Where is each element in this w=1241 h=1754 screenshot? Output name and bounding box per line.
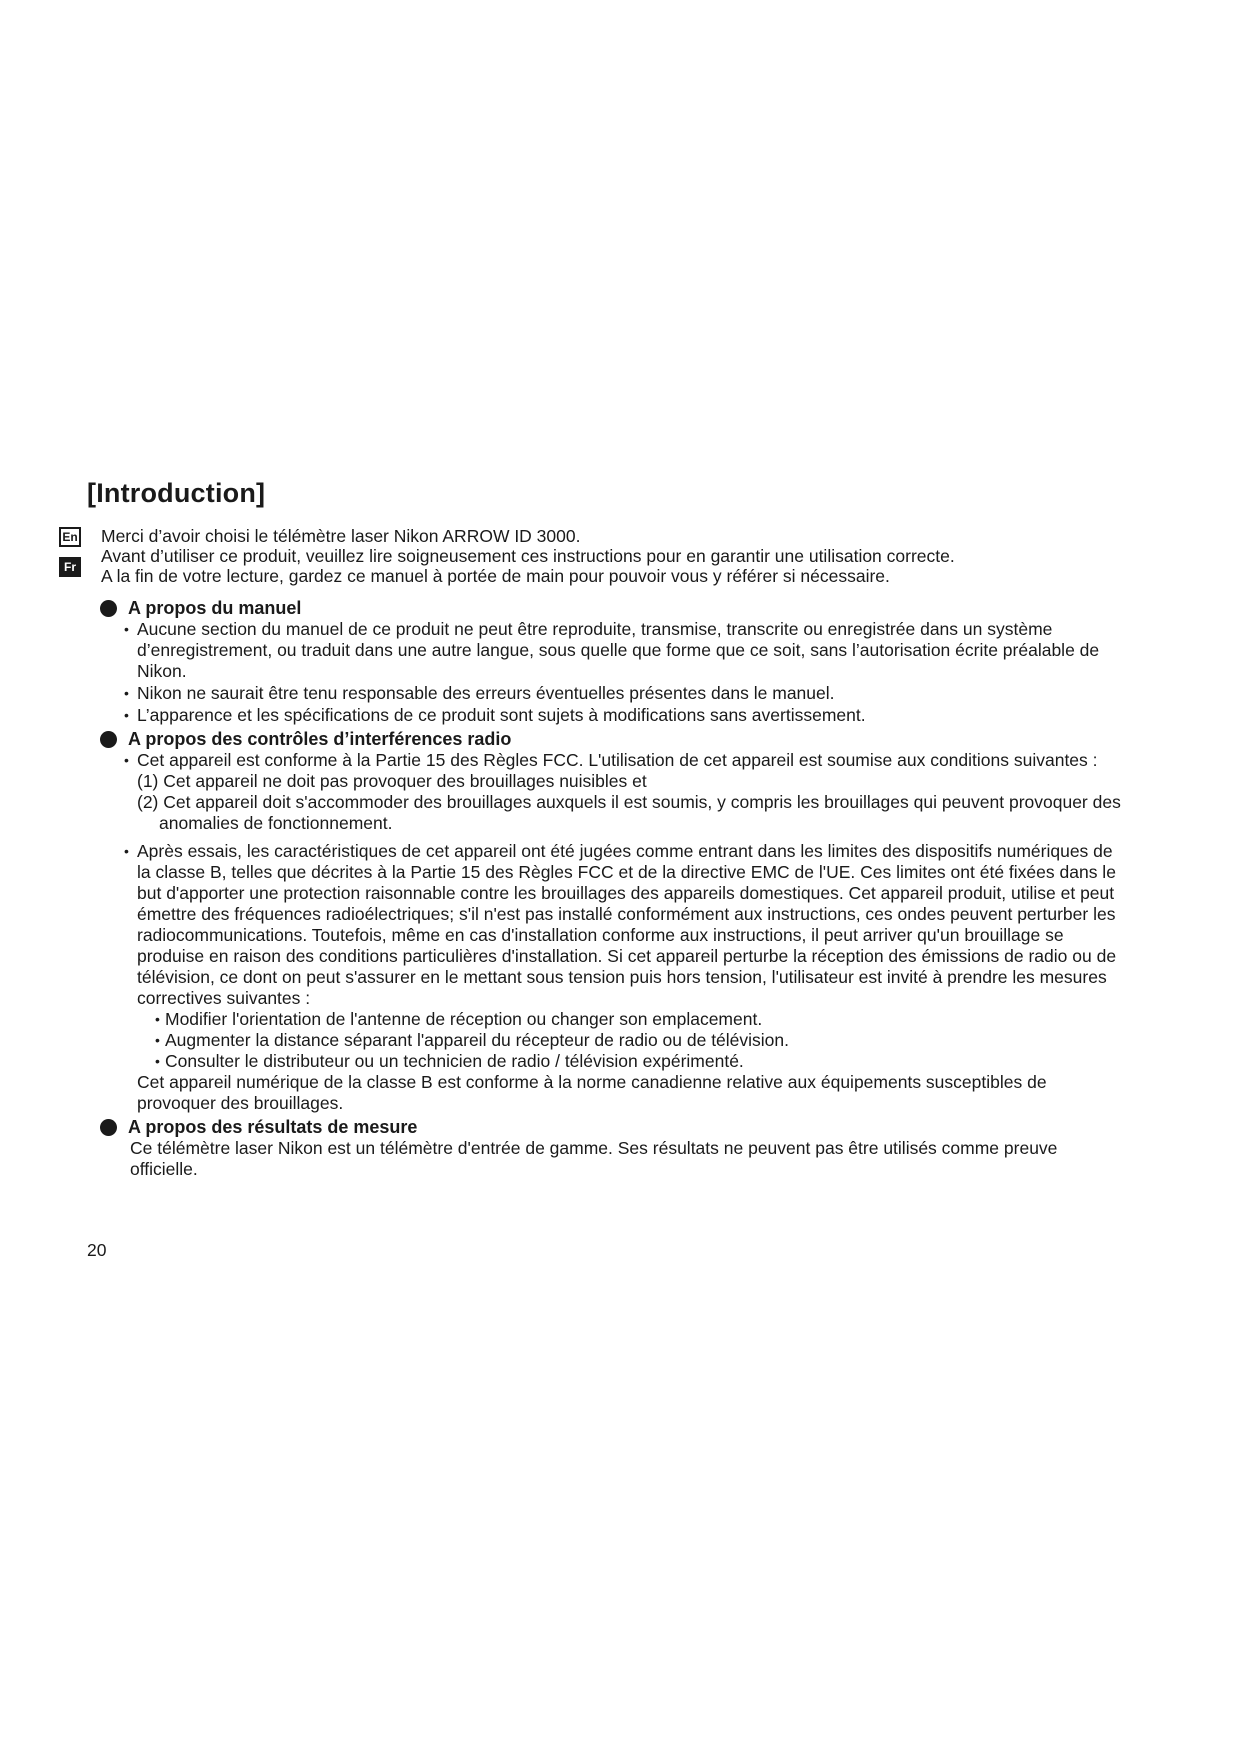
list-item: • L’apparence et les spécifications de ce produit sont sujets à modifications sans avertissement. bbox=[124, 705, 1130, 726]
condition-item: (1) Cet appareil ne doit pas provoquer des brouillages nuisibles et bbox=[137, 771, 647, 791]
bullet-dot-icon bbox=[100, 600, 117, 617]
page-title: [Introduction] bbox=[87, 478, 266, 508]
measure-item: • Modifier l'orientation de l'antenne de réception ou changer son emplacement. bbox=[155, 1009, 1130, 1030]
section-results bbox=[100, 1117, 1130, 1180]
section-manual bbox=[100, 598, 1130, 726]
section-heading bbox=[100, 729, 1130, 750]
list-item: • Aucune section du manuel de ce produit ne peut être reproduite, transmise, transcrite ou enregistrée dans un système d’enregistrement, ou traduit dans une autre langue, sous quelle que forme que ce soit, sans l’autorisation écrite préalable de Nikon. bbox=[124, 619, 1130, 682]
section-radio bbox=[100, 729, 1130, 1114]
list-item bbox=[124, 841, 1130, 1114]
section-title: A propos des contrôles d’interférences radio bbox=[128, 729, 512, 749]
class-b-text: Après essais, les caractéristiques de cet appareil ont été jugées comme entrant dans les limites des dispositifs numériques de la classe B, telles que décrites à la Partie 15 des Règles FCC et de la directive EMC de l'UE. Ces limites ont été fixées dans le but d'apporter une protection raisonnable contre les brouillages des appareils domestiques. Cet appareil produit, utilise et peut émettre des fréquences radioélectriques; s'il n'est pas installé conformément aux instructions, ces ondes peuvent perturber les radiocommunications. Toutefois, même en cas d'installation conforme aux instructions, il peut arriver qu'un brouillage se produise en raison des conditions particulières d'installation. Si cet appareil perturbe la réception des émissions de radio ou de télévision, ce dont on peut s'assurer en le mettant sous tension puis hors tension, l'utilisateur est invité à prendre les mesures correctives suivantes : bbox=[137, 841, 1117, 1008]
condition-item: (2) Cet appareil doit s'accommoder des brouillages auxquels il est soumis, y compris les brouillages qui peuvent provoquer des anomalies de fonctionnement. bbox=[137, 792, 1121, 833]
language-tabs bbox=[59, 527, 83, 587]
intro-text bbox=[101, 526, 1141, 586]
bullet-list bbox=[100, 750, 1130, 1114]
measure-item: • Augmenter la distance séparant l'appareil du récepteur de radio ou de télévision. bbox=[155, 1030, 1130, 1051]
section-heading bbox=[100, 598, 1130, 619]
intro-line: A la fin de votre lecture, gardez ce manuel à portée de main pour pouvoir vous y référer si nécessaire. bbox=[101, 566, 890, 586]
fcc-conditions-intro: Cet appareil est conforme à la Partie 15 des Règles FCC. L'utilisation de cet appareil est soumise aux conditions suivantes : bbox=[137, 750, 1098, 770]
bullet-list bbox=[100, 619, 1130, 726]
section-title: A propos du manuel bbox=[128, 598, 302, 618]
measure-item: • Consulter le distributeur ou un technicien de radio / télévision expérimenté. bbox=[155, 1051, 1130, 1072]
list-item bbox=[124, 750, 1130, 840]
bullet-dot-icon bbox=[100, 731, 117, 748]
language-tab-fr[interactable]: Fr bbox=[59, 557, 81, 577]
intro-line: Avant d’utiliser ce produit, veuillez lire soigneusement ces instructions pour en garantir une utilisation correcte. bbox=[101, 546, 955, 566]
section-body: Ce télémètre laser Nikon est un télémètre d'entrée de gamme. Ses résultats ne peuvent pas être utilisés comme preuve officielle. bbox=[130, 1138, 1058, 1179]
intro-line: Merci d’avoir choisi le télémètre laser Nikon ARROW ID 3000. bbox=[101, 526, 581, 546]
section-heading bbox=[100, 1117, 1130, 1138]
page-number: 20 bbox=[87, 1240, 107, 1260]
language-tab-en[interactable]: En bbox=[59, 527, 81, 547]
conditions-list bbox=[137, 771, 1130, 834]
measures-list bbox=[137, 1009, 1130, 1072]
section-title: A propos des résultats de mesure bbox=[128, 1117, 418, 1137]
closing-text: Cet appareil numérique de la classe B est conforme à la norme canadienne relative aux équipements susceptibles de provoquer des brouillages. bbox=[137, 1072, 1047, 1113]
content bbox=[100, 598, 1130, 1183]
list-item: • Nikon ne saurait être tenu responsable des erreurs éventuelles présentes dans le manuel. bbox=[124, 683, 1130, 704]
bullet-dot-icon bbox=[100, 1119, 117, 1136]
